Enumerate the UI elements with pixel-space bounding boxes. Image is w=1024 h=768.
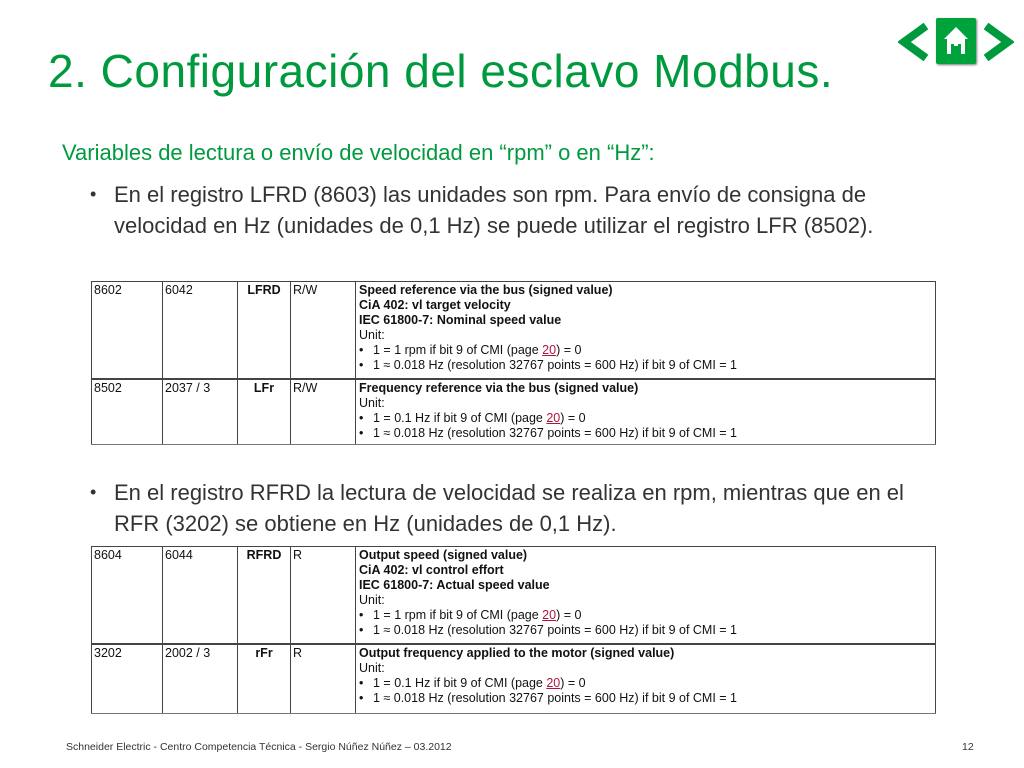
description-cell <box>356 379 936 445</box>
unit-text: 1 = 1 rpm if bit 9 of CMI (page <box>373 608 543 622</box>
slide-subtitle: Variables de lectura o envío de velocidad en “rpm” o en “Hz”: <box>62 140 655 165</box>
unit-item <box>359 358 933 373</box>
unit-text: 1 ≈ 0.018 Hz (resolution 32767 points = 600 Hz) if bit 9 of CMI = 1 <box>373 623 738 637</box>
table-row <box>92 379 936 445</box>
description-line: IEC 61800-7: Actual speed value <box>359 578 550 592</box>
access-cell: R <box>291 547 356 645</box>
register-table <box>91 281 936 445</box>
unit-text: ) = 0 <box>560 676 586 690</box>
can-index-cell: 2002 / 3 <box>163 644 238 714</box>
previous-slide-button[interactable] <box>898 22 932 62</box>
unit-text: ) = 0 <box>556 608 582 622</box>
description-line: Frequency reference via the bus (signed value) <box>359 381 639 395</box>
bullet-symbol: • <box>359 358 364 372</box>
unit-item <box>359 426 933 441</box>
bullet-symbol: • <box>90 184 97 204</box>
can-index-cell: 2037 / 3 <box>163 379 238 445</box>
footer-text: Schneider Electric - Centro Competencia Técnica - Sergio Núñez Núñez – 03.2012 <box>66 741 452 753</box>
page-link[interactable]: 20 <box>542 343 557 357</box>
description-cell <box>356 644 936 714</box>
logic-address-cell: 3202 <box>92 644 163 714</box>
access-cell: R <box>291 644 356 714</box>
logic-address-cell: 8502 <box>92 379 163 445</box>
access-cell: R/W <box>291 282 356 380</box>
bullet-text: En el registro LFRD (8603) las unidades son rpm. Para envío de consigna de velocidad en Hz (unidades de 0,1 Hz) se puede utilizar el registro LFR (8502). <box>114 182 874 238</box>
access-cell: R/W <box>291 379 356 445</box>
unit-text: 1 ≈ 0.018 Hz (resolution 32767 points = 600 Hz) if bit 9 of CMI = 1 <box>373 358 738 372</box>
description-line: Speed reference via the bus (signed value) <box>359 283 613 297</box>
description-line: CiA 402: vl control effort <box>359 563 504 577</box>
unit-text: 1 ≈ 0.018 Hz (resolution 32767 points = 600 Hz) if bit 9 of CMI = 1 <box>373 691 738 705</box>
unit-text: ) = 0 <box>560 411 586 425</box>
table-row <box>92 547 936 645</box>
bullet-text: En el registro RFRD la lectura de velocidad se realiza en rpm, mientras que en el RFR (3202) se obtiene en Hz (unidades de 0,1 Hz). <box>114 480 904 536</box>
unit-label: Unit: <box>359 661 385 675</box>
unit-item <box>359 343 933 358</box>
bullet-symbol: • <box>359 411 364 425</box>
description-line: Output speed (signed value) <box>359 548 528 562</box>
home-button[interactable] <box>936 18 976 64</box>
description-line: IEC 61800-7: Nominal speed value <box>359 313 562 327</box>
page-link[interactable]: 20 <box>542 608 557 622</box>
bullet-symbol: • <box>359 343 364 357</box>
unit-item <box>359 608 933 623</box>
unit-label: Unit: <box>359 396 385 410</box>
logic-address-cell: 8604 <box>92 547 163 645</box>
can-index-cell: 6044 <box>163 547 238 645</box>
unit-item <box>359 691 933 706</box>
bullet-symbol: • <box>359 426 364 440</box>
code-cell: LFRD <box>238 282 291 380</box>
home-icon <box>936 18 976 64</box>
description-cell <box>356 282 936 380</box>
slide-navigation <box>898 18 1010 68</box>
table-row <box>92 644 936 714</box>
bullet-symbol: • <box>359 623 364 637</box>
unit-item <box>359 411 933 426</box>
bullet-symbol: • <box>359 608 364 622</box>
unit-label: Unit: <box>359 593 385 607</box>
bullet-symbol: • <box>359 691 364 705</box>
description-cell <box>356 547 936 645</box>
unit-item <box>359 676 933 691</box>
unit-text: 1 = 0.1 Hz if bit 9 of CMI (page <box>373 676 547 690</box>
logic-address-cell: 8602 <box>92 282 163 380</box>
unit-item <box>359 623 933 638</box>
slide-title: 2. Configuración del esclavo Modbus. <box>48 45 834 97</box>
table-row <box>92 282 936 380</box>
page-number: 12 <box>962 741 974 753</box>
page-link[interactable]: 20 <box>546 676 561 690</box>
code-cell: LFr <box>238 379 291 445</box>
unit-text: ) = 0 <box>556 343 582 357</box>
code-cell: rFr <box>238 644 291 714</box>
description-line: Output frequency applied to the motor (signed value) <box>359 646 675 660</box>
bullet-item <box>90 179 930 241</box>
description-line: CiA 402: vl target velocity <box>359 298 511 312</box>
unit-label: Unit: <box>359 328 385 342</box>
bullet-symbol: • <box>90 482 97 502</box>
bullet-symbol: • <box>359 676 364 690</box>
unit-text: 1 ≈ 0.018 Hz (resolution 32767 points = 600 Hz) if bit 9 of CMI = 1 <box>373 426 738 440</box>
unit-text: 1 = 0.1 Hz if bit 9 of CMI (page <box>373 411 547 425</box>
bullet-item <box>90 477 930 539</box>
next-slide-button[interactable] <box>980 22 1014 62</box>
page-link[interactable]: 20 <box>546 411 561 425</box>
code-cell: RFRD <box>238 547 291 645</box>
unit-text: 1 = 1 rpm if bit 9 of CMI (page <box>373 343 543 357</box>
register-table <box>91 546 936 714</box>
can-index-cell: 6042 <box>163 282 238 380</box>
